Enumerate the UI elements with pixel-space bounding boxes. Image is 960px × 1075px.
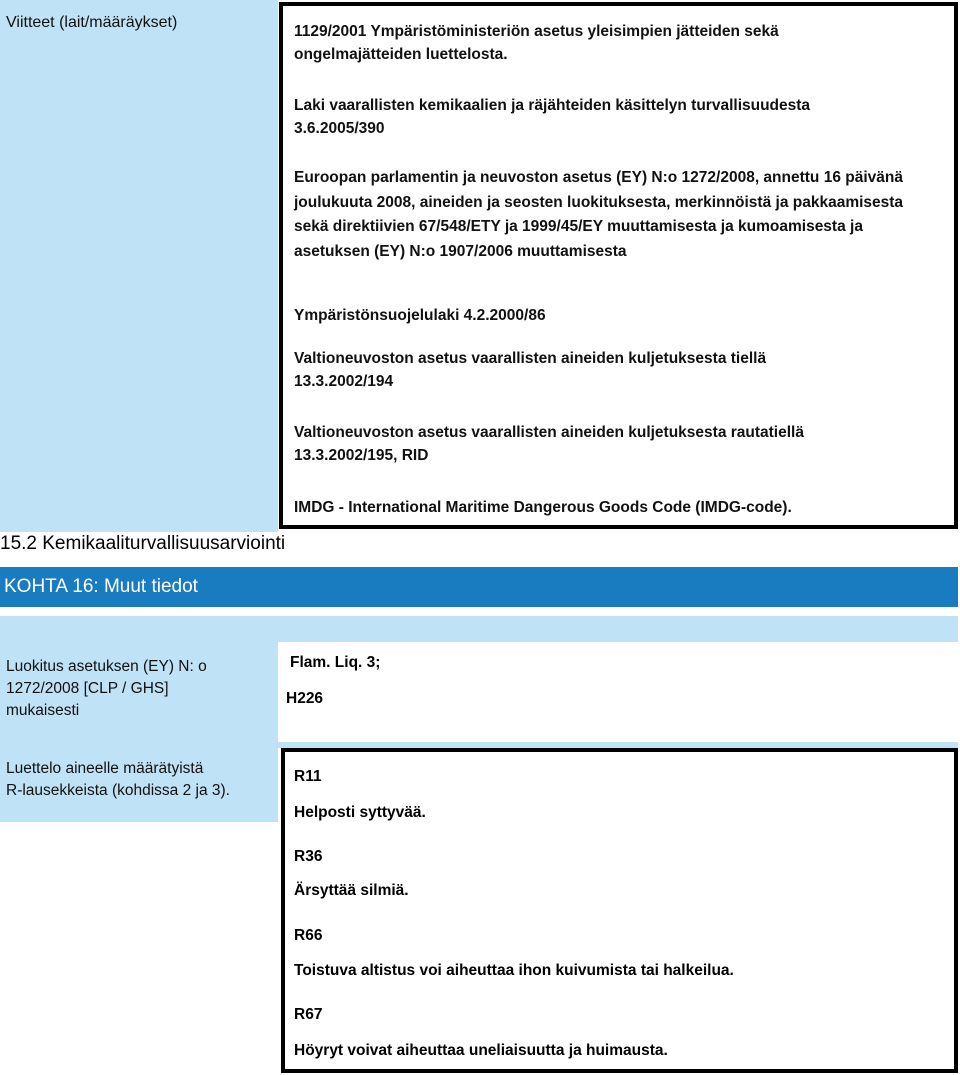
classification-value-line1: Flam. Liq. 3; bbox=[290, 654, 381, 671]
classification-label: Luokitus asetuksen (EY) N: o 1272/2008 [CLP / GHS] mukaisesti bbox=[6, 658, 207, 719]
classification-value-line2: H226 bbox=[286, 690, 324, 707]
section-16-header bbox=[0, 567, 958, 607]
r-phrase-text: Toistuva altistus voi aiheuttaa ihon kuivumista tai halkeilua. bbox=[294, 962, 734, 979]
r-phrases-label-cell bbox=[0, 748, 278, 822]
r-phrase-text: Höyryt voivat aiheuttaa uneliaisuutta ja huimausta. bbox=[294, 1042, 668, 1059]
r-phrase-text: Ärsyttää silmiä. bbox=[294, 882, 409, 899]
section-16-title: KOHTA 16: Muut tiedot bbox=[4, 576, 198, 597]
reference-item: Ympäristönsuojelulaki 4.2.2000/86 bbox=[294, 307, 546, 324]
references-box bbox=[279, 2, 958, 529]
r-phrases-label: Luettelo aineelle määrätyistä R-lausekkeista (kohdissa 2 ja 3). bbox=[6, 760, 230, 799]
reference-item: 1129/2001 Ympäristöministeriön asetus yleisimpien jätteiden sekä ongelmajätteiden luettelosta. bbox=[294, 23, 779, 63]
references-label: Viitteet (lait/määräykset) bbox=[6, 14, 178, 31]
section-15-2-heading: 15.2 Kemikaaliturvallisuusarviointi bbox=[0, 533, 286, 554]
r-phrases-box bbox=[281, 748, 958, 1073]
r-phrase-code: R66 bbox=[294, 927, 323, 944]
r-phrase-code: R11 bbox=[294, 768, 322, 785]
r-phrase-code: R36 bbox=[294, 848, 323, 865]
r-phrase-code: R67 bbox=[294, 1006, 323, 1023]
reference-item: IMDG - International Maritime Dangerous Goods Code (IMDG-code). bbox=[294, 499, 792, 516]
reference-item: Valtioneuvoston asetus vaarallisten aineiden kuljetuksesta rautatiellä 13.3.2002/195, RID bbox=[294, 424, 804, 464]
references-label-cell bbox=[0, 0, 278, 532]
section-16-spacer bbox=[0, 616, 958, 642]
reference-item: Valtioneuvoston asetus vaarallisten aineiden kuljetuksesta tiellä 13.3.2002/194 bbox=[294, 350, 767, 390]
classification-label-cell bbox=[0, 642, 278, 742]
reference-item: Laki vaarallisten kemikaalien ja räjähteiden käsittelyn turvallisuudesta 3.6.2005/390 bbox=[294, 97, 811, 137]
reference-item: Euroopan parlamentin ja neuvoston asetus (EY) N:o 1272/2008, annettu 16 päivänä joulukuuta 2008, aineiden ja seosten luokituksesta, merkinnöistä ja pakkaamisesta sekä direktiivien 67/548/ETY ja 1999/45/EY muuttamisesta ja kumoamisesta ja asetuksen (EY) N:o 1907/2006 muuttamisesta bbox=[294, 169, 904, 260]
r-phrase-text: Helposti syttyvää. bbox=[294, 804, 426, 821]
